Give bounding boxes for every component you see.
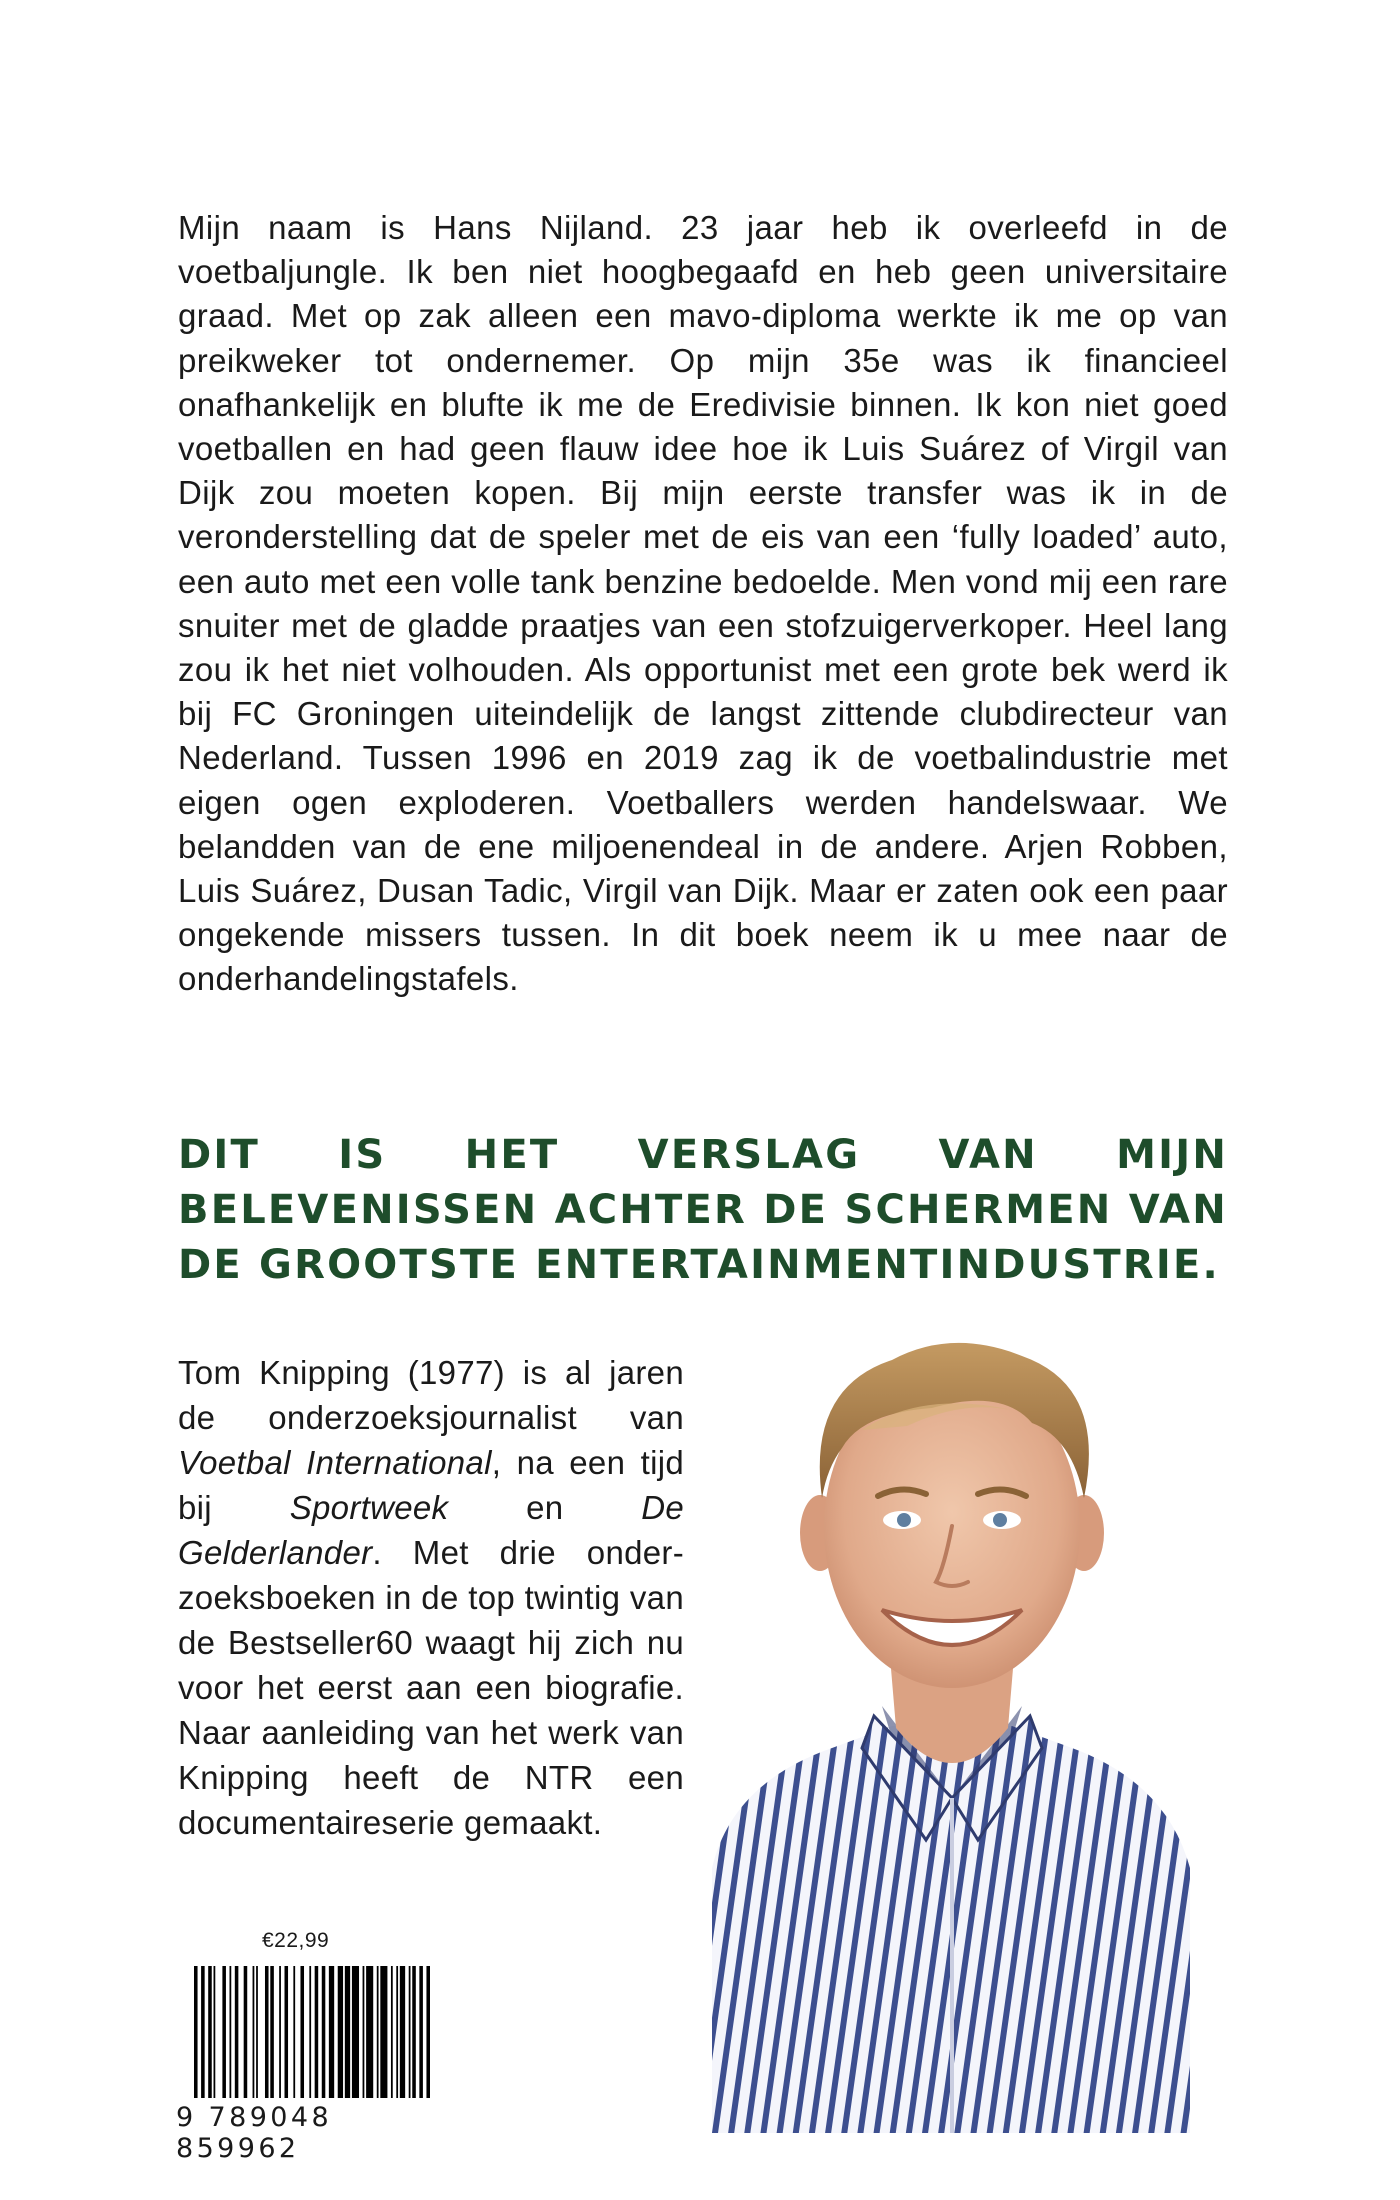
barcode-icon: [194, 1966, 430, 2098]
headline: DIT IS HET VERSLAG VAN MIJN BELEVENISSEN ACHTER DE SCHERMEN VAN DE GROOTSTE ENTERTAINMENTINDUSTRIE.: [178, 1132, 1228, 1288]
barcode-bar: [309, 1966, 311, 2098]
barcode-bar: [322, 1966, 326, 2098]
bio-text-2: , na een tijd bij: [178, 1444, 684, 1526]
barcode-bar: [265, 1966, 269, 2098]
barcode-bar: [256, 1966, 258, 2098]
author-portrait: [712, 1328, 1190, 2133]
intro-paragraph: Mijn naam is Hans Nijland. 23 jaar heb ik overleefd in de voetbaljungle. Ik ben niet hoogbegaafd en heb geen universitaire graad. Met op zak alleen een mavo-diploma werkte ik me op van preikweker tot ondernemer. Op mijn 35e was ik financieel onafhankelijk en blufte ik me de Eredivisie binnen. Ik kon niet goed voetballen en had geen flauw idee hoe ik Luis Suárez of Virgil van Dijk zou moeten kopen. Bij mijn eerste transfer was ik in de veronderstelling dat de speler met de eis van een ‘fully loaded’ auto, een auto met een volle tank benzine bedoelde. Men vond mij een rare snuiter met de gladde praatjes van een stofzuigerverkoper. Heel lang zou ik het niet volhouden. Als opportunist met een grote bek werd ik bij FC Groningen uiteindelijk de langst zittende clubdirecteur van Nederland. Tussen 1996 en 2019 zag ik de voetbalindustrie met eigen ogen exploderen. Voetballers werden handelswaar. We belandden van de ene miljoenendeal in de andere. Arjen Robben, Luis Suárez, Dusan Tadic, Virgil van Dijk. Maar er zaten ook een paar ongekende missers tussen. In dit boek neem ik u mee naar de onderhandelingstafels.: [178, 209, 1228, 998]
isbn-number: 9 789048 859962: [176, 2102, 333, 2164]
barcode-bar: [222, 1966, 226, 2098]
barcode-bar: [270, 1966, 274, 2098]
barcode-bar: [426, 1966, 430, 2098]
barcode-bar: [419, 1966, 423, 2098]
barcode-bar: [391, 1966, 393, 2098]
barcode-bar: [279, 1966, 281, 2098]
bio-text-4: . Met drie onder-zoeksboeken in de top twintig van de Bestseller60 waagt hij zich nu voor het eerst aan een biografie. Naar aanleiding van het werk van Knipping heeft de NTR een documentaireserie gemaakt.: [178, 1534, 684, 1841]
barcode-bar: [380, 1966, 387, 2098]
barcode-bar: [329, 1966, 334, 2098]
barcode-bar: [201, 1966, 205, 2098]
barcode-bar: [285, 1966, 289, 2098]
bio-newspaper-2: De Gelderlander: [178, 1489, 684, 1571]
barcode-bar: [235, 1966, 239, 2098]
barcode-bar: [229, 1966, 231, 2098]
barcode-bar: [253, 1966, 255, 2098]
barcode-bar: [214, 1966, 216, 2098]
barcode-bar: [352, 1966, 359, 2098]
bio-text-1: Tom Knipping (1977) is al jaren de onderzoeksjournalist van: [178, 1354, 684, 1436]
bio-newspaper-1: Sportweek: [289, 1489, 449, 1526]
barcode-bar: [293, 1966, 295, 2098]
bio-text-3: en: [448, 1489, 642, 1526]
barcode-bar: [409, 1966, 411, 2098]
barcode-bar: [377, 1966, 379, 2098]
barcode-bar: [338, 1966, 343, 2098]
barcode-bar: [315, 1966, 319, 2098]
barcode-bar: [363, 1966, 365, 2098]
bio-magazine: Voetbal International: [178, 1444, 492, 1481]
barcode-bar: [244, 1966, 248, 2098]
barcode-bar: [300, 1966, 304, 2098]
barcode-bar: [345, 1966, 350, 2098]
barcode-bar: [208, 1966, 212, 2098]
barcode-bar: [396, 1966, 398, 2098]
barcode-bar: [194, 1966, 198, 2098]
price-label: €22,99: [262, 1929, 330, 1952]
barcode-bar: [400, 1966, 405, 2098]
barcode-bar: [412, 1966, 416, 2098]
barcode-bar: [366, 1966, 373, 2098]
author-bio: [178, 1350, 684, 1845]
